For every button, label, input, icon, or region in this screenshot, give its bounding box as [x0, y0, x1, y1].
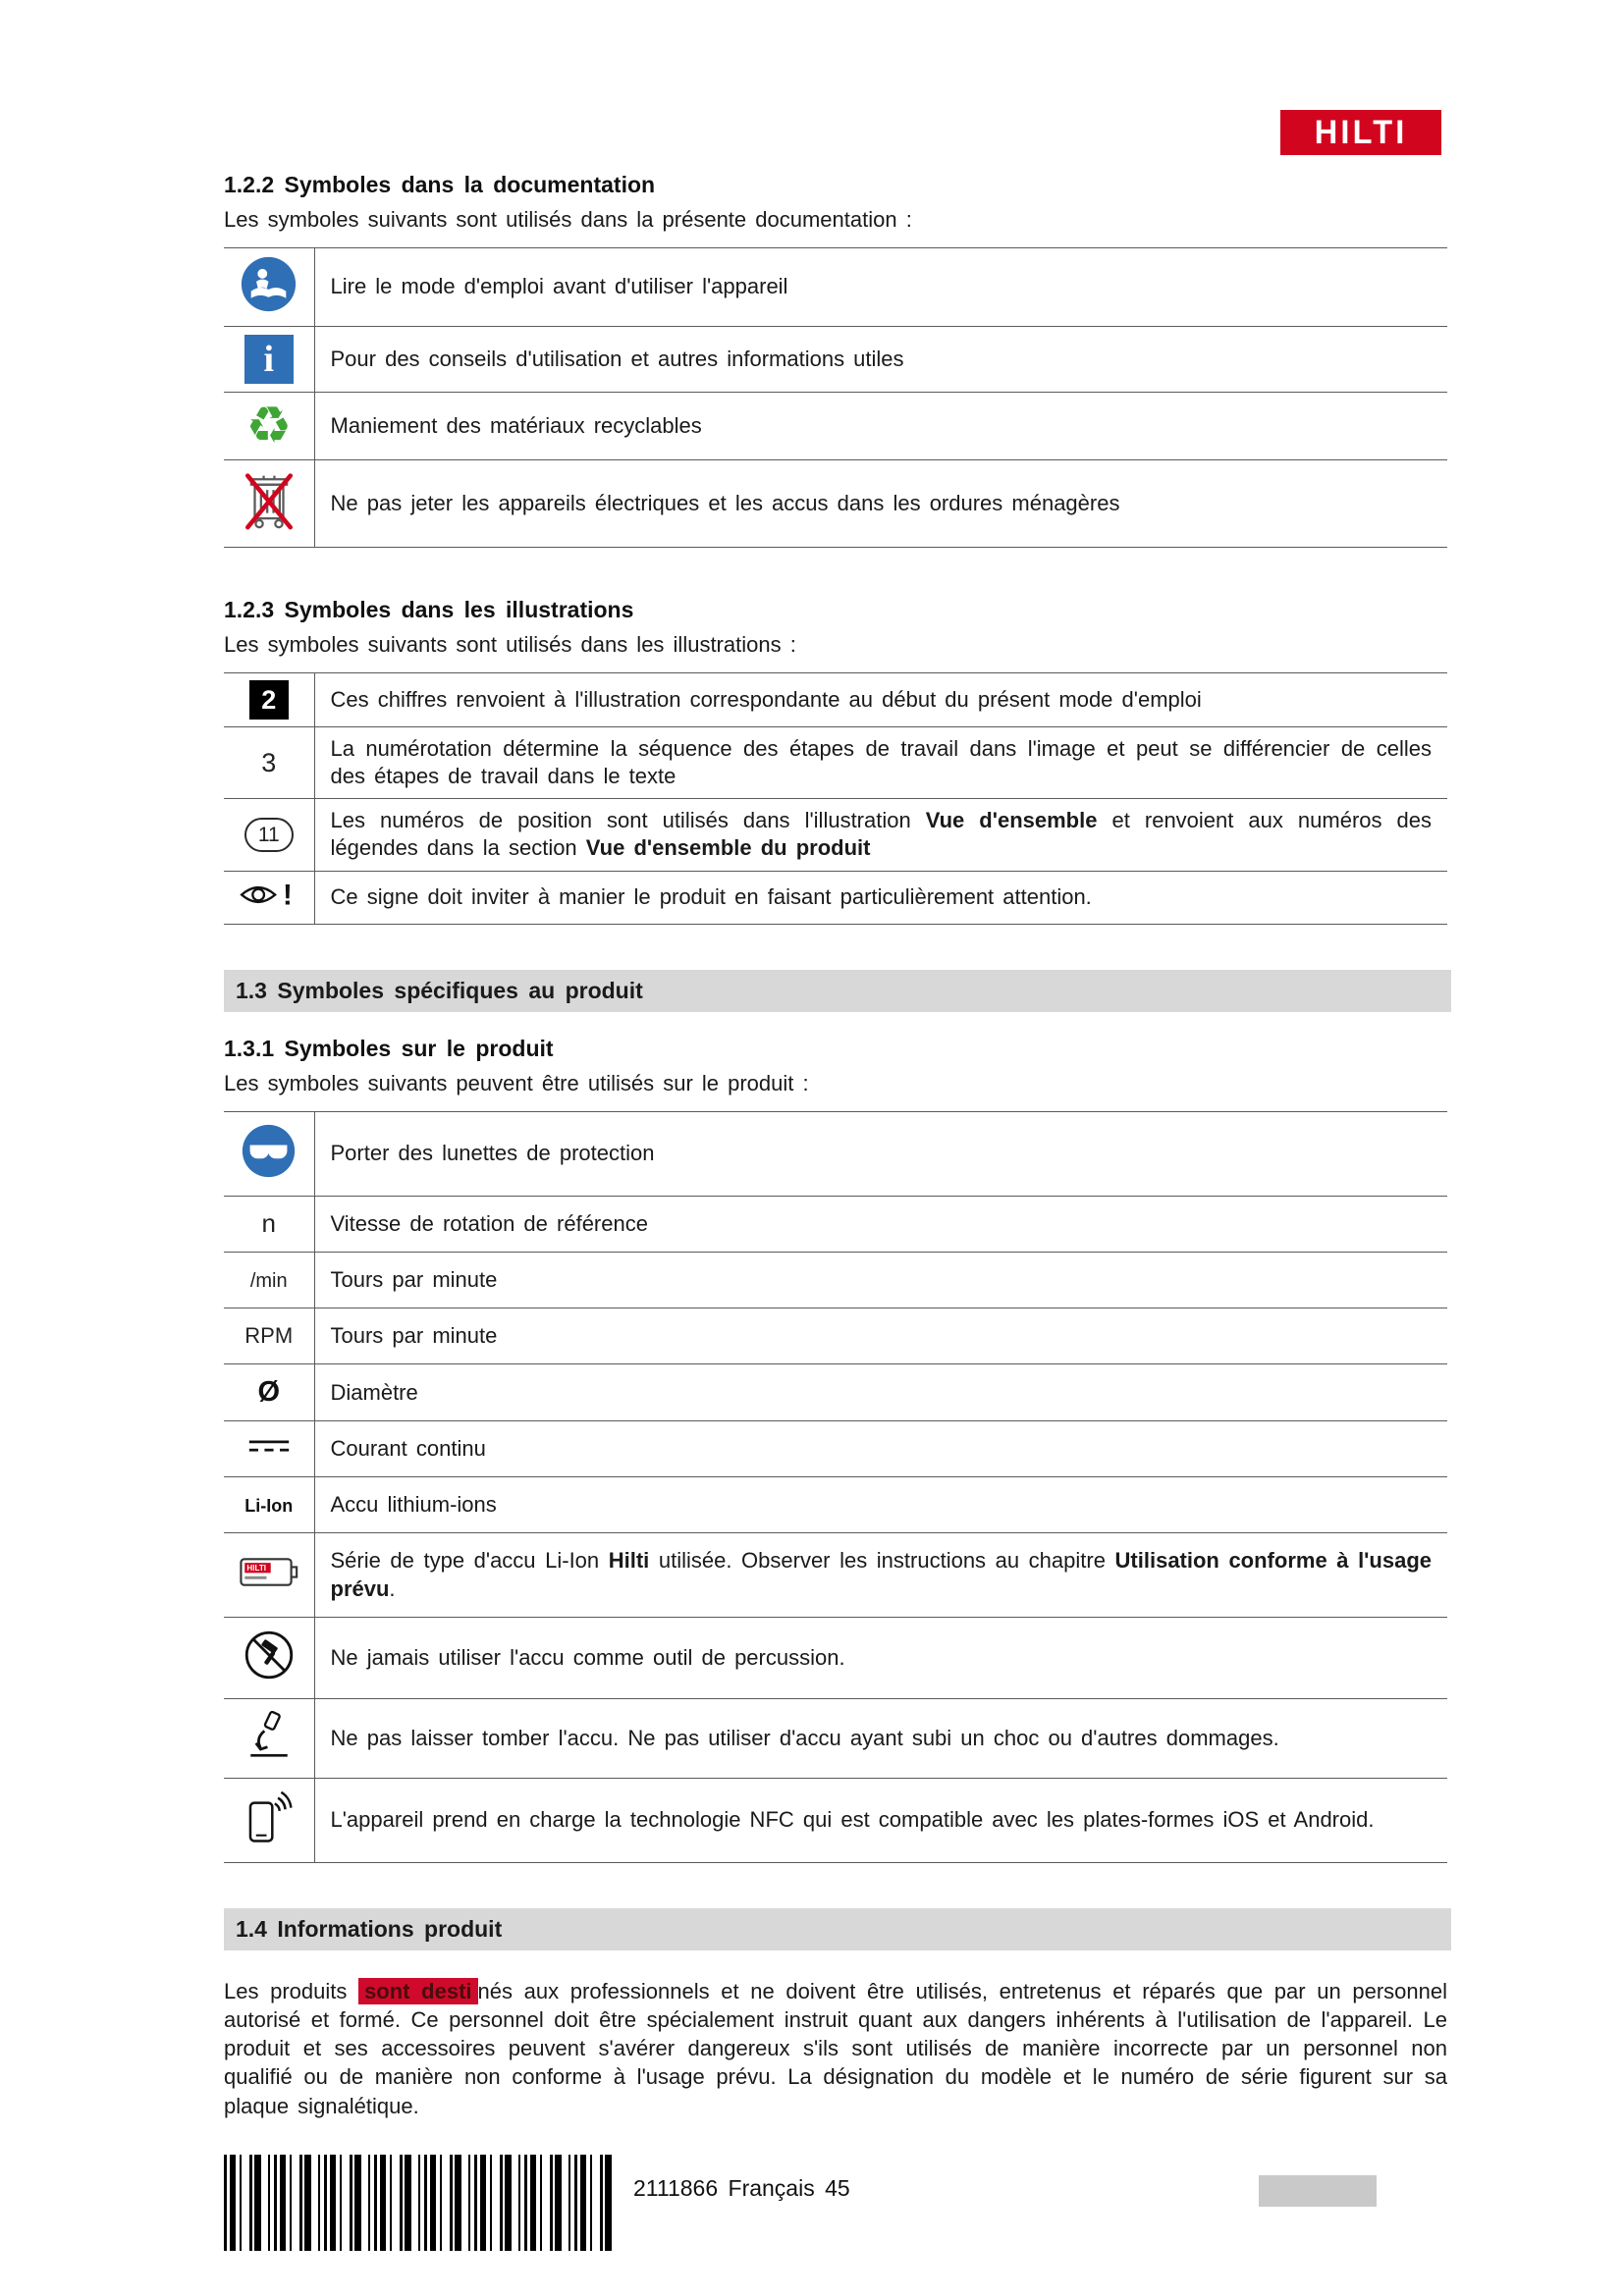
- table-row: [224, 1778, 1447, 1862]
- text-part: et renvoient aux numéros des légendes dans la section: [330, 808, 1433, 861]
- section-bar-title: 1.4 Informations produit: [236, 1915, 503, 1942]
- position-number-icon: 11: [244, 818, 294, 852]
- illustration-number-icon: 2: [249, 680, 289, 720]
- rotation-speed-symbol: n: [261, 1208, 276, 1239]
- symbol-cell: [224, 393, 314, 460]
- symbol-description: Courant continu: [314, 1421, 1447, 1477]
- table-row: [224, 1698, 1447, 1778]
- hilti-logo: [1280, 110, 1441, 155]
- symbol-description: Ne pas laisser tomber l'accu. Ne pas utiliser d'accu ayant subi un choc ou d'autres dommages.: [314, 1698, 1447, 1778]
- symbol-description: Lire le mode d'emploi avant d'utiliser l'appareil: [314, 248, 1447, 327]
- table-row: [224, 727, 1447, 799]
- table-row: [224, 1617, 1447, 1698]
- table-row: [224, 248, 1447, 327]
- info-icon: i: [244, 335, 294, 384]
- section-title-1-3-1: 1.3.1 Symboles sur le produit: [224, 1035, 554, 1061]
- illustration-symbols-table: [224, 672, 1447, 925]
- table-row: [224, 1533, 1447, 1617]
- nfc-icon: [245, 1790, 293, 1844]
- recycle-icon: ♻: [245, 397, 293, 455]
- symbol-description: Maniement des matériaux recyclables: [314, 393, 1447, 460]
- symbol-cell: [224, 1196, 314, 1252]
- dc-current-icon: [247, 1437, 291, 1456]
- product-info-paragraph: [224, 1977, 1447, 2120]
- section-title-1-2-3: 1.2.3 Symboles dans les illustrations: [224, 597, 634, 622]
- text-part-bold: Utilisation conforme à l'usage prévu: [330, 1548, 1432, 1601]
- table-row: [224, 1308, 1447, 1363]
- barcode: [224, 2155, 617, 2251]
- symbol-cell: [224, 727, 314, 799]
- safety-glasses-icon: [242, 1124, 296, 1178]
- table-row: [224, 393, 1447, 460]
- section-intro-1-3-1: Les symboles suivants peuvent être utilisés sur le produit :: [224, 1070, 809, 1095]
- symbol-description: Pour des conseils d'utilisation et autres informations utiles: [314, 327, 1447, 393]
- text-part-bold: Hilti: [608, 1548, 650, 1574]
- hilti-logo-text: HILTI: [1314, 112, 1408, 152]
- text-part: Les produits: [224, 1978, 359, 2003]
- attention-eye-icon: [239, 879, 299, 911]
- table-row: [224, 1421, 1447, 1477]
- symbol-cell: [224, 1617, 314, 1698]
- table-row: [224, 799, 1447, 871]
- text-part-bold: Vue d'ensemble: [925, 808, 1098, 833]
- symbol-cell: [224, 248, 314, 327]
- diameter-symbol: Ø: [257, 1376, 281, 1409]
- symbol-cell: [224, 1421, 314, 1477]
- table-row: [224, 327, 1447, 393]
- table-row: [224, 1252, 1447, 1308]
- rpm-symbol: RPM: [244, 1323, 294, 1349]
- li-ion-symbol: Li-Ion: [244, 1496, 294, 1517]
- section-bar-1-4: [224, 1908, 1451, 1950]
- symbol-description: Tours par minute: [314, 1308, 1447, 1363]
- page-content: [224, 172, 1447, 2120]
- symbol-description: Ces chiffres renvoient à l'illustration correspondante au début du présent mode d'emploi: [314, 673, 1447, 727]
- symbol-cell: [224, 673, 314, 727]
- symbol-cell: [224, 799, 314, 871]
- documentation-symbols-table: [224, 247, 1447, 548]
- symbol-cell: [224, 1533, 314, 1617]
- symbol-description: Accu lithium-ions: [314, 1477, 1447, 1533]
- redacted-product-name: sont desti: [358, 1978, 477, 2004]
- symbol-description: Tours par minute: [314, 1252, 1447, 1308]
- symbol-description: Ne jamais utiliser l'accu comme outil de percussion.: [314, 1617, 1447, 1698]
- table-row: [224, 1364, 1447, 1421]
- symbol-cell: [224, 1364, 314, 1421]
- footer-placeholder-box: [1259, 2175, 1377, 2207]
- symbol-cell: [224, 1778, 314, 1862]
- battery-logo-text: HILTI: [246, 1564, 266, 1574]
- symbol-description: Porter des lunettes de protection: [314, 1111, 1447, 1196]
- symbol-cell: [224, 1252, 314, 1308]
- symbol-cell: [224, 871, 314, 924]
- table-row: [224, 1111, 1447, 1196]
- text-part: utilisée. Observer les instructions au chapitre: [649, 1548, 1115, 1574]
- text-part: Série de type d'accu Li-Ion: [330, 1548, 609, 1574]
- symbol-description: Vitesse de rotation de référence: [314, 1196, 1447, 1252]
- table-row: [224, 673, 1447, 727]
- table-row: [224, 1477, 1447, 1533]
- symbol-cell: [224, 327, 314, 393]
- symbol-description: L'appareil prend en charge la technologie NFC qui est compatible avec les plates-formes iOS et Android.: [314, 1778, 1447, 1862]
- symbol-cell: [224, 1308, 314, 1363]
- symbol-cell: [224, 460, 314, 548]
- svg-text:!: !: [282, 879, 293, 911]
- symbol-cell: [224, 1111, 314, 1196]
- section-title-1-2-2: 1.2.2 Symboles dans la documentation: [224, 172, 656, 197]
- text-part: Les numéros de position sont utilisés dans l'illustration: [330, 808, 926, 833]
- no-trash-icon: [241, 468, 298, 533]
- table-row: [224, 1196, 1447, 1252]
- symbol-cell: [224, 1477, 314, 1533]
- product-symbols-table: [224, 1111, 1447, 1863]
- section-intro-1-2-2: Les symboles suivants sont utilisés dans la présente documentation :: [224, 207, 912, 232]
- hilti-battery-icon: [240, 1558, 298, 1586]
- table-row: [224, 871, 1447, 924]
- symbol-description: Ce signe doit inviter à manier le produit en faisant particulièrement attention.: [314, 871, 1447, 924]
- symbol-description: Diamètre: [314, 1364, 1447, 1421]
- footer-page-info: 2111866 Français 45: [633, 2175, 850, 2201]
- read-manual-icon: [241, 256, 297, 312]
- symbol-description: Ne pas jeter les appareils électriques et les accus dans les ordures ménagères: [314, 460, 1447, 548]
- per-minute-symbol: /min: [249, 1269, 288, 1292]
- no-drop-icon: [244, 1711, 294, 1760]
- no-percussion-icon: [244, 1629, 295, 1681]
- section-bar-title: 1.3 Symboles spécifiques au produit: [236, 977, 643, 1003]
- text-part: nés aux professionnels et ne doivent être utilisés, entretenus et réparés que par un personnel autorisé et formé. Ce personnel doit être spécialement instruit quant aux dangers inhérents à l'utilisation de l'appareil. Le produit et ses accessoires peuvent s'avérer dangereux s'ils sont utilisés de manière incorrecte par un personnel non qualifié ou de manière non conforme à l'usage prévu. La désignation du modèle et le numéro de série figurent sur sa plaque signalétique.: [224, 1978, 1448, 2118]
- section-intro-1-2-3: Les symboles suivants sont utilisés dans les illustrations :: [224, 632, 796, 657]
- table-row: [224, 460, 1447, 548]
- text-part-bold: Vue d'ensemble du produit: [585, 835, 871, 861]
- step-number-icon: 3: [261, 747, 277, 777]
- symbol-cell: [224, 1698, 314, 1778]
- symbol-description: [314, 1533, 1447, 1617]
- symbol-description: [314, 799, 1447, 871]
- symbol-description: La numérotation détermine la séquence des étapes de travail dans l'image et peut se différencier de celles des étapes de travail dans le texte: [314, 727, 1447, 799]
- section-bar-1-3: [224, 970, 1451, 1012]
- text-part: .: [389, 1575, 396, 1601]
